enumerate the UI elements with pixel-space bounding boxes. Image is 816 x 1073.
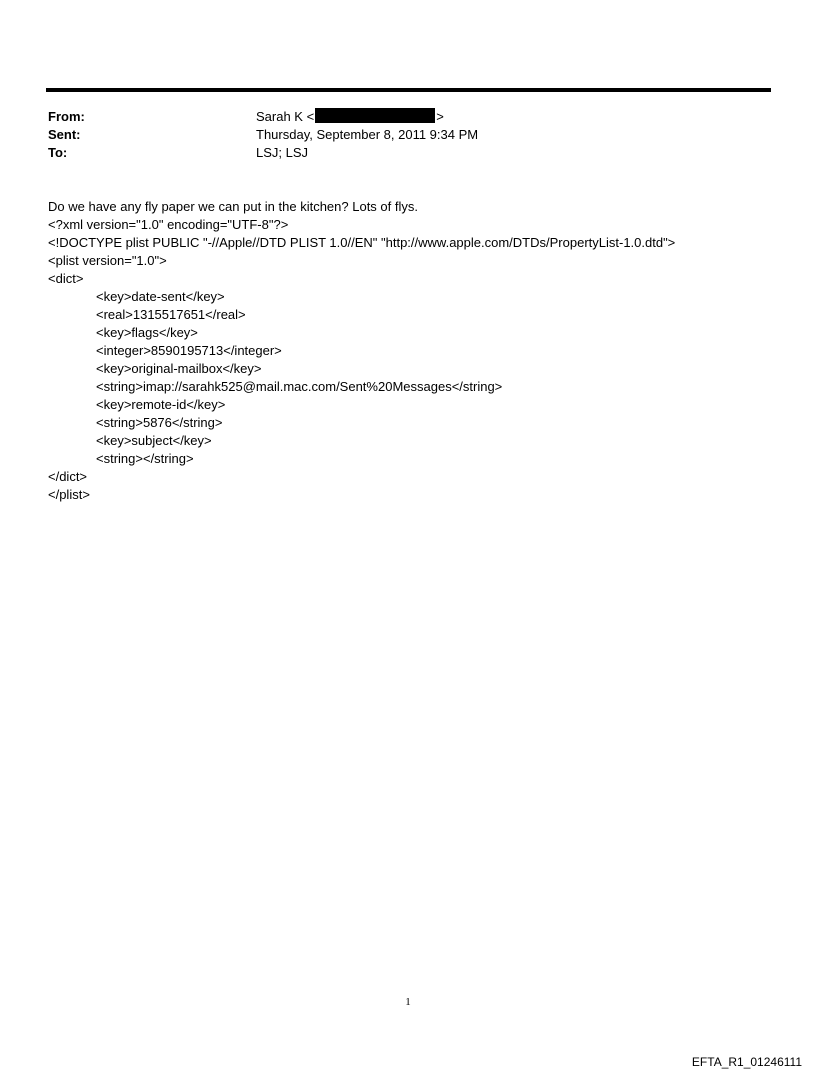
body-line: <plist version="1.0"> xyxy=(48,253,167,268)
body-line: <key>flags</key> xyxy=(96,325,198,340)
from-row xyxy=(48,108,748,126)
body-line: Do we have any fly paper we can put in the kitchen? Lots of flys. xyxy=(48,199,418,214)
body-line: <key>subject</key> xyxy=(96,433,212,448)
to-row xyxy=(48,144,748,162)
body-line: <integer>8590195713</integer> xyxy=(96,343,282,358)
body-line: <string></string> xyxy=(96,451,194,466)
sent-label: Sent: xyxy=(48,127,81,142)
body-line: <string>imap://sarahk525@mail.mac.com/Sent%20Messages</string> xyxy=(96,379,503,394)
from-close: > xyxy=(436,109,444,124)
to-label: To: xyxy=(48,145,68,160)
body-line: <string>5876</string> xyxy=(96,415,223,430)
from-value xyxy=(256,108,748,126)
body-line: <dict> xyxy=(48,271,84,286)
sent-row xyxy=(48,126,748,144)
body-line: <!DOCTYPE plist PUBLIC "-//Apple//DTD PLIST 1.0//EN" "http://www.apple.com/DTDs/PropertyList-1.0.dtd"> xyxy=(48,235,676,250)
body-line: <key>date-sent</key> xyxy=(96,289,225,304)
body-line: <key>remote-id</key> xyxy=(96,397,226,412)
body-line: </dict> xyxy=(48,469,88,484)
body-line: </plist> xyxy=(48,487,90,502)
email-body xyxy=(48,198,788,504)
bates-number: EFTA_R1_01246111 xyxy=(691,1055,802,1069)
email-header xyxy=(48,108,748,162)
redaction-box xyxy=(315,108,435,123)
body-line: <?xml version="1.0" encoding="UTF-8"?> xyxy=(48,217,289,232)
sent-value: Thursday, September 8, 2011 9:34 PM xyxy=(256,127,479,142)
body-line: <real>1315517651</real> xyxy=(96,307,246,322)
from-label: From: xyxy=(48,109,85,124)
from-name: Sarah K < xyxy=(256,109,315,124)
body-line: <key>original-mailbox</key> xyxy=(96,361,262,376)
page-number: 1 xyxy=(405,996,411,1008)
header-rule xyxy=(46,88,771,92)
to-value: LSJ; LSJ xyxy=(256,145,309,160)
